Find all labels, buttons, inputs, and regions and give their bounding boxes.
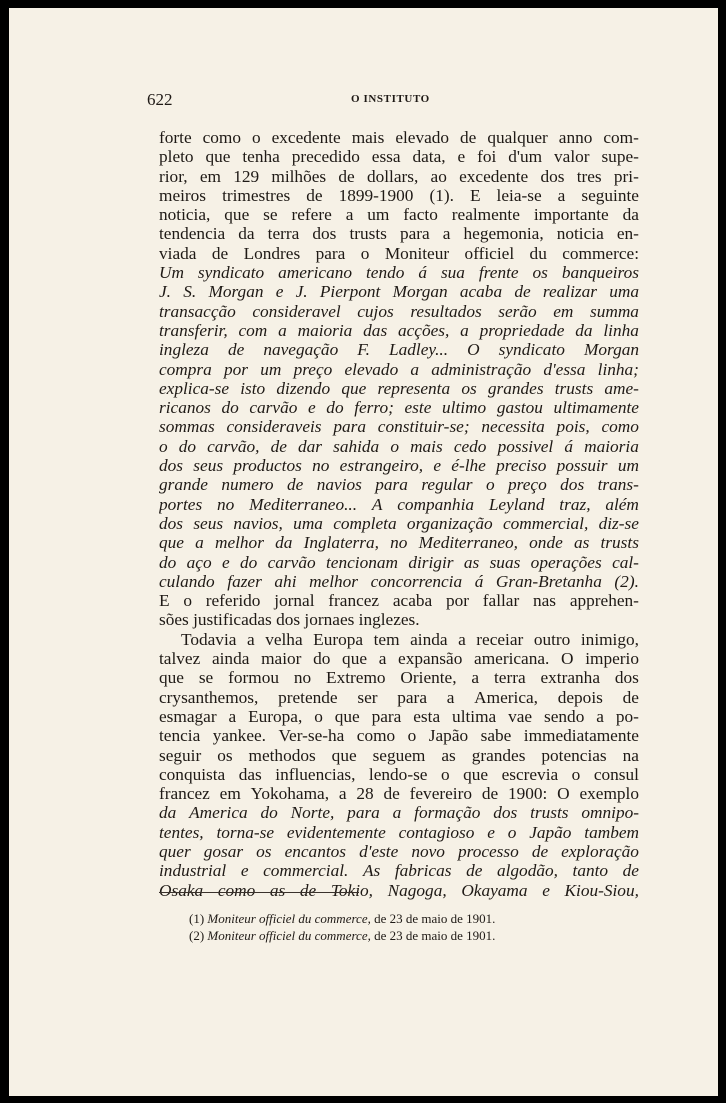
footnotes (189, 910, 495, 944)
text-line: transferir, com a maioria das acções, a propriedade da linha (159, 320, 639, 340)
text-line: noticia, que se refere a um facto realmente importante da (159, 205, 639, 225)
text-line: culando fazer ahi melhor concorrencia á Gran-Bretanha (2). (159, 571, 639, 591)
text-line: esmagar a Europa, o que para esta ultima vae sendo a po- (159, 706, 639, 726)
text-line: viada de Londres para o Moniteur officiel du commerce: (159, 243, 639, 263)
text-line: E o referido jornal francez acaba por fallar nas apprehen- (159, 591, 639, 611)
book-page (9, 8, 718, 1096)
footnote-source: Moniteur officiel du commerce, (207, 911, 371, 926)
text-line: meiros trimestres de 1899-1900 (1). E leia-se a seguinte (159, 185, 639, 205)
text-line: Todavia a velha Europa tem ainda a receiar outro inimigo, (181, 629, 639, 649)
text-line: compra por um preço elevado a administração d'essa linha; (159, 359, 639, 379)
text-line: talvez ainda maior do que a expansão americana. O imperio (159, 649, 639, 669)
text-line: explica-se isto dizendo que representa os grandes trusts ame- (159, 378, 639, 398)
text-line: o do carvão, de dar sahida o mais cedo possivel á maioria (159, 436, 639, 456)
text-line: grande numero de navios para regular o preço dos trans- (159, 475, 639, 495)
footnote (189, 910, 495, 927)
text-line: Osaka como as de Tokio, Nagoga, Okayama e Kiou-Siou, (159, 880, 639, 900)
footnote (189, 927, 495, 944)
text-line: dos seus productos no estrangeiro, e é-lhe preciso possuir um (159, 456, 639, 476)
text-line: crysanthemos, pretende ser para a America, depois de (159, 687, 639, 707)
footnote-source: Moniteur officiel du commerce, (207, 928, 371, 943)
text-line: ricanos do carvão e do ferro; este ultimo gastou ultimamente (159, 398, 639, 418)
text-line: conquista das influencias, lendo-se o que escrevia o consul (159, 764, 639, 784)
text-line: tentes, torna-se evidentemente contagioso e o Japão tambem (159, 822, 639, 842)
footnote-date: de 23 de maio de 1901. (370, 928, 496, 943)
text-line: que se formou no Extremo Oriente, a terra extranha dos (159, 668, 639, 688)
page-number: 622 (147, 90, 173, 109)
text-line: da America do Norte, para a formação dos trusts omnipo- (159, 803, 639, 823)
text-line: ingleza de navegação F. Ladley... O syndicato Morgan (159, 340, 639, 360)
text-line: que a melhor da Inglaterra, no Mediterraneo, onde as trusts (159, 533, 639, 553)
text-line: transacção consideravel cujos resultados serão em summa (159, 301, 639, 321)
text-line: sões justificadas dos jornaes inglezes. (159, 610, 420, 630)
text-line: quer gosar os encantos d'este novo processo de exploração (159, 841, 639, 861)
footnote-rule (159, 892, 359, 893)
text-line: do aço e do carvão tencionam dirigir as suas operações cal- (159, 552, 639, 572)
text-line: seguir os methodos que seguem as grandes potencias na (159, 745, 639, 765)
page-header (9, 90, 718, 112)
text-line: rior, em 129 milhões de dollars, ao excedente dos tres pri- (159, 166, 639, 186)
footnote-number: (1) (189, 911, 208, 926)
body-text (159, 128, 639, 900)
text-line: francez em Yokohama, a 28 de fevereiro de 1900: O exemplo (159, 784, 639, 804)
text-line: pleto que tenha precedido essa data, e foi d'um valor supe- (159, 147, 639, 167)
text-line: tencia yankee. Ver-se-ha como o Japão sabe immediatamente (159, 726, 639, 746)
text-line: J. S. Morgan e J. Pierpont Morgan acaba de realizar uma (159, 282, 639, 302)
footnote-number: (2) (189, 928, 208, 943)
text-line: portes no Mediterraneo... A companhia Leyland traz, além (159, 494, 639, 514)
footnote-date: de 23 de maio de 1901. (370, 911, 496, 926)
text-line: Um syndicato americano tendo á sua frente os banqueiros (159, 263, 639, 283)
text-line: dos seus navios, uma completa organização commercial, diz-se (159, 513, 639, 533)
running-title: O INSTITUTO (351, 93, 430, 105)
text-line: forte como o excedente mais elevado de qualquer anno com- (159, 128, 639, 147)
text-line: sommas consideraveis para constituir-se; necessita pois, como (159, 417, 639, 437)
text-line: tendencia da terra dos trusts para a hegemonia, noticia en- (159, 224, 639, 244)
text-line: industrial e commercial. As fabricas de algodão, tanto de (159, 861, 639, 881)
